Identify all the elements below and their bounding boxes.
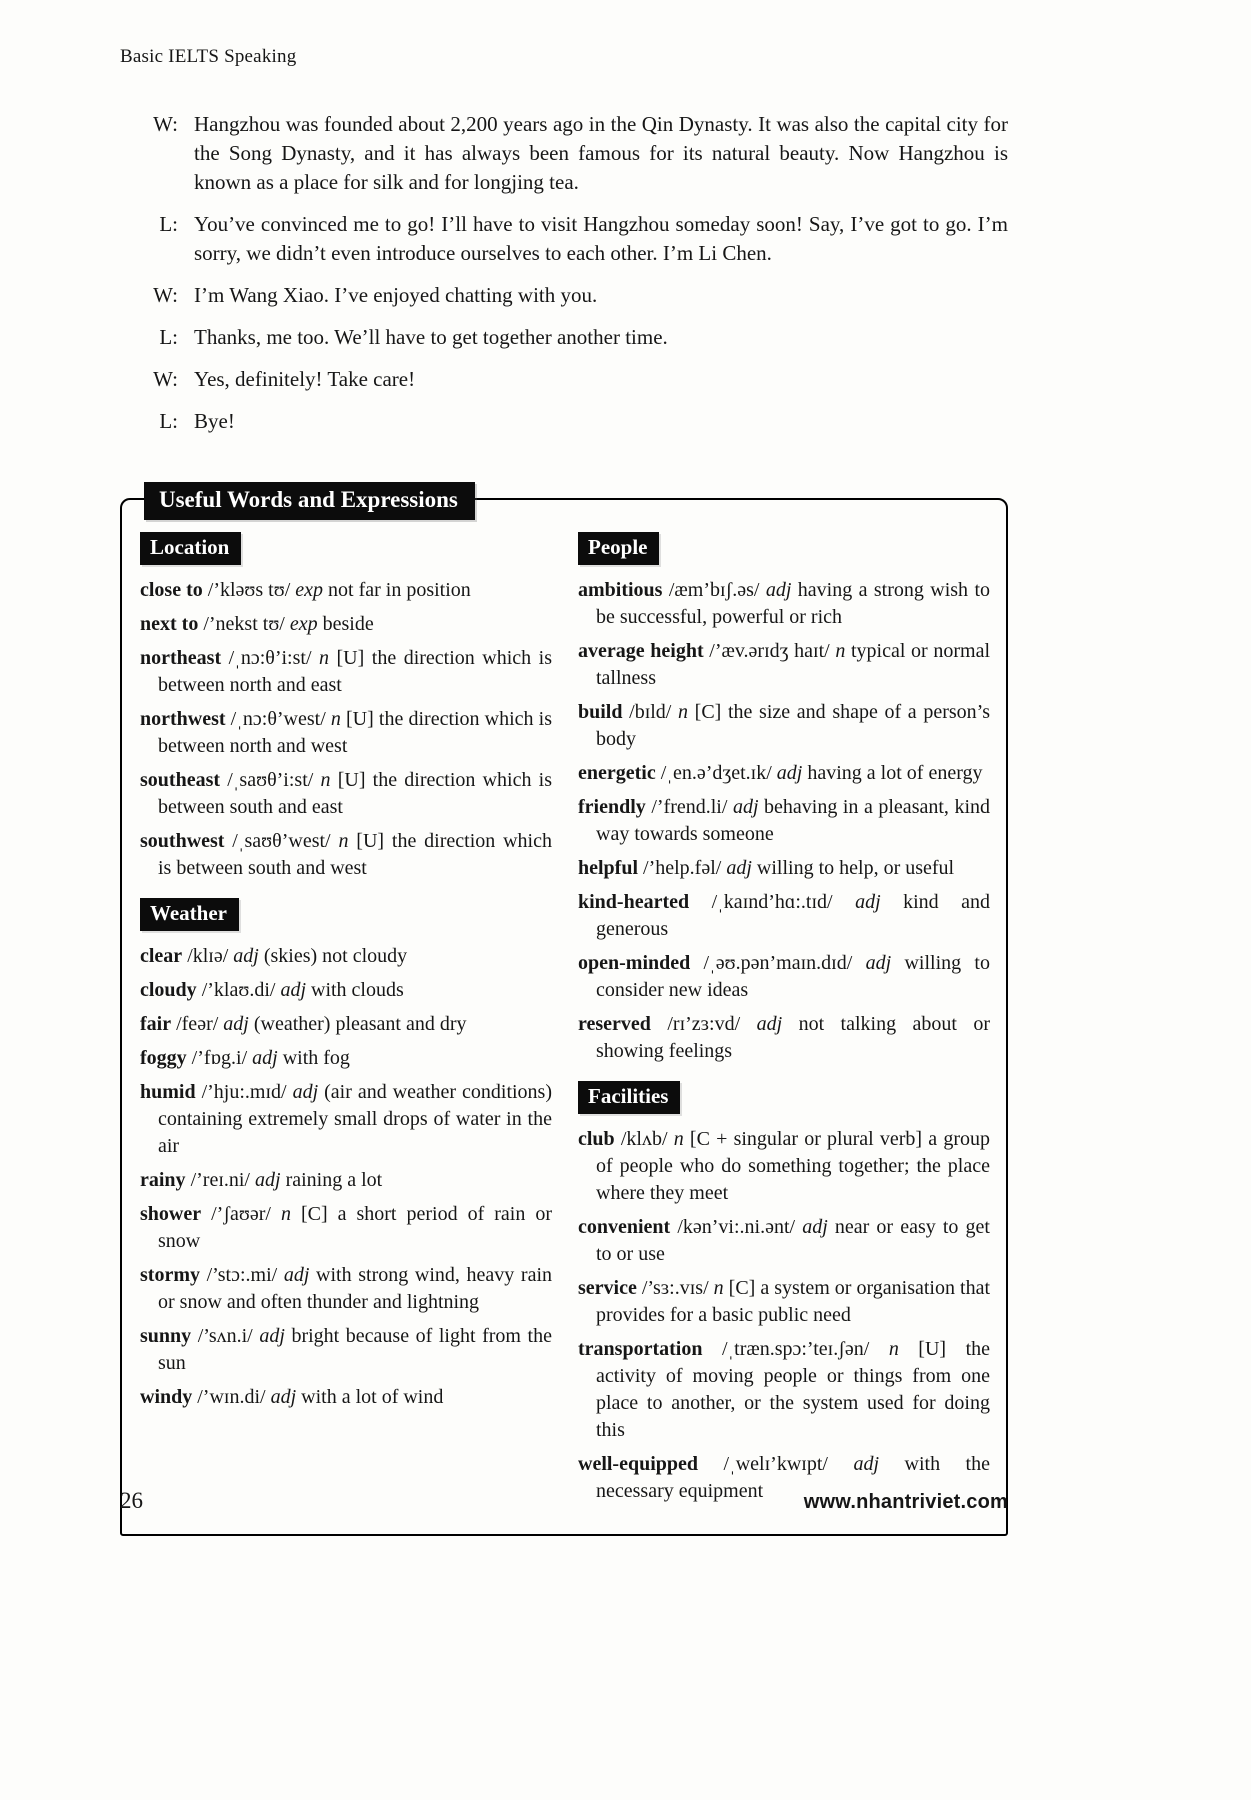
entry-definition: willing to consider new ideas (596, 952, 990, 1002)
entry-pos: n (713, 1277, 724, 1300)
entry-definition: the activity of moving people or things from one place to another, or the system used for doing this (596, 1338, 991, 1442)
dialogue-text: Hangzhou was founded about 2,200 years ago in the Qin Dynasty. It was also the capital city for the Song Dynasty, and it has always been famous for its natural beauty. Now Hangzhou is known as a place for silk and for longjing tea. (194, 112, 1008, 194)
entry-grammar: [C] (290, 1203, 328, 1226)
entry-pronunciation: /kən’vi:.ni.ənt/ (670, 1216, 803, 1239)
speaker-label: W: (153, 367, 178, 391)
entry-definition: having a strong wish to be successful, powerful or rich (596, 579, 991, 629)
entry-grammar: [C] (723, 1277, 756, 1300)
entry-pronunciation: /klʌb/ (614, 1128, 674, 1151)
dialogue-line (120, 110, 1008, 197)
vocab-entry (578, 1275, 990, 1329)
vocab-entry (140, 1011, 552, 1038)
entry-pos: adj (756, 1013, 783, 1036)
vocab-entry (140, 1384, 552, 1411)
dialogue-line (120, 281, 1008, 310)
entry-pronunciation: /’sɜ:.vɪs/ (636, 1277, 714, 1300)
entry-definition: (skies) not cloudy (258, 945, 408, 968)
vocab-entry (578, 1126, 990, 1207)
entry-word: next to (140, 613, 199, 636)
entry-definition: the direction which is between south and east (158, 769, 553, 819)
vocab-entry (140, 1262, 552, 1316)
vocab-entry (140, 767, 552, 821)
dialogue-text: You’ve convinced me to go! I’ll have to visit Hangzhou someday soon! Say, I’ve got to go. I’m sorry, we didn’t even introduce ourselves to each other. I’m Li Chen. (194, 212, 1008, 265)
entry-definition: with strong wind, heavy rain or snow and often thunder and lightning (158, 1264, 552, 1314)
dialogue-line (120, 210, 1008, 268)
entry-pronunciation: /’sʌn.i/ (191, 1325, 260, 1348)
entry-pos: adj (853, 1453, 880, 1476)
entry-word: open-minded (578, 952, 691, 975)
page-content (120, 46, 1008, 1536)
entry-grammar: [U] (329, 647, 365, 670)
entry-pronunciation: /feər/ (171, 1013, 224, 1036)
entry-pos: adj (270, 1386, 297, 1409)
speaker-label: W: (153, 112, 178, 136)
entry-pronunciation: /æm’bɪʃ.əs/ (662, 579, 766, 602)
entry-word: well-equipped (578, 1453, 699, 1476)
entry-word: fair (140, 1013, 172, 1036)
speaker-label: L: (159, 409, 178, 433)
entry-pronunciation: /ˌnɔ:θ’west/ (225, 708, 331, 731)
entry-pos: n (678, 701, 689, 724)
entry-pos: n (320, 769, 331, 792)
entry-definition: willing to help, or useful (751, 857, 955, 880)
vocab-section (140, 898, 552, 1411)
entry-word: club (578, 1128, 615, 1151)
vocab-column-right (578, 530, 990, 1512)
vocab-entry (140, 706, 552, 760)
vocab-entry (578, 889, 990, 943)
entry-pronunciation: /ˌsaʊθ’i:st/ (220, 769, 321, 792)
entry-pronunciation: /’klaʊ.di/ (196, 979, 281, 1002)
entry-list (140, 943, 552, 1411)
entry-pronunciation: /’help.fəl/ (638, 857, 727, 880)
entry-list (578, 577, 990, 1065)
entry-pos: adj (280, 979, 306, 1002)
entry-pronunciation: /’æv.ərɪdʒ haɪt/ (703, 640, 836, 663)
vocab-entry (140, 943, 552, 970)
entry-definition: bright because of light from the sun (158, 1325, 552, 1375)
section-heading: Weather (140, 898, 239, 931)
entry-word: kind-hearted (578, 891, 690, 914)
entry-pronunciation: /ˌnɔ:θ’i:st/ (221, 647, 320, 670)
vocab-entry (578, 950, 990, 1004)
vocab-entry (140, 1045, 552, 1072)
entry-definition: with fog (277, 1047, 350, 1070)
entry-pronunciation: /ˌsaʊθ’west/ (224, 830, 339, 853)
entry-pos: adj (765, 579, 792, 602)
page-number: 26 (120, 1488, 143, 1513)
entry-pos: adj (255, 1169, 281, 1192)
entry-pos: adj (726, 857, 752, 880)
entry-pronunciation: /’nekst tʊ/ (198, 613, 290, 636)
entry-word: transportation (578, 1338, 703, 1361)
entry-word: reserved (578, 1013, 651, 1036)
entry-pos: adj (233, 945, 259, 968)
entry-pos: n (888, 1338, 899, 1361)
section-heading: People (578, 532, 659, 565)
entry-word: service (578, 1277, 637, 1300)
entry-pos: exp (289, 613, 318, 636)
entry-definition: near or easy to get to or use (596, 1216, 990, 1266)
entry-word: foggy (140, 1047, 187, 1070)
entry-pronunciation: /’wɪn.di/ (192, 1386, 271, 1409)
vocab-box (120, 487, 1008, 1536)
vocab-entry (578, 1214, 990, 1268)
entry-definition: (weather) pleasant and dry (248, 1013, 467, 1036)
entry-pronunciation: /’kləʊs tʊ/ (202, 579, 296, 602)
vocab-entry (140, 1079, 552, 1160)
entry-definition: typical or normal tallness (596, 640, 991, 690)
entry-definition: the direction which is between south and west (158, 830, 552, 880)
entry-word: ambitious (578, 579, 663, 602)
entry-word: northeast (140, 647, 222, 670)
section-heading-row (140, 898, 552, 931)
dialogue-text: Bye! (194, 409, 235, 433)
entry-word: windy (140, 1386, 193, 1409)
entry-grammar: [U] (340, 708, 374, 731)
dialogue-text: I’m Wang Xiao. I’ve enjoyed chatting with you. (194, 283, 598, 307)
entry-word: clear (140, 945, 183, 968)
entry-definition: a system or organisation that provides for a basic public need (596, 1277, 990, 1327)
dialogue-text: Thanks, me too. We’ll have to get together another time. (194, 325, 668, 349)
entry-definition: with a lot of wind (296, 1386, 444, 1409)
entry-definition: the direction which is between north and east (158, 647, 553, 697)
entry-pronunciation: /ˌwelɪ’kwɪpt/ (698, 1453, 854, 1476)
entry-definition: with the necessary equipment (596, 1453, 990, 1503)
entry-pronunciation: /’reɪ.ni/ (185, 1169, 255, 1192)
entry-grammar: [U] (330, 769, 366, 792)
website-url: www.nhantriviet.com (803, 1491, 1008, 1513)
speaker-label: W: (153, 283, 178, 307)
vocab-entry (578, 1011, 990, 1065)
vocab-entry (140, 1323, 552, 1377)
vocab-entry (140, 828, 552, 882)
entry-pos: adj (259, 1325, 285, 1348)
section-heading: Location (140, 532, 241, 565)
entry-pos: adj (776, 762, 803, 785)
entry-grammar: [U] (898, 1338, 947, 1361)
speaker-label: L: (159, 212, 178, 236)
entry-word: cloudy (140, 979, 197, 1002)
entry-pos: adj (865, 952, 892, 975)
entry-definition: the direction which is between north and west (158, 708, 553, 758)
vocab-entry (578, 577, 990, 631)
entry-word: helpful (578, 857, 639, 880)
vocab-section (140, 532, 552, 882)
entry-word: southeast (140, 769, 221, 792)
entry-pos: n (338, 830, 349, 853)
entry-word: sunny (140, 1325, 192, 1348)
entry-pronunciation: /’frend.li/ (645, 796, 733, 819)
vocab-title: Useful Words and Expressions (144, 482, 475, 520)
entry-word: friendly (578, 796, 646, 819)
vocab-column-left (140, 530, 552, 1512)
dialogue-line (120, 407, 1008, 436)
entry-definition: the size and shape of a person’s body (596, 701, 990, 751)
entry-definition: beside (317, 613, 374, 636)
vocab-entry (140, 611, 552, 638)
entry-definition: a short period of rain or snow (158, 1203, 552, 1253)
entry-pronunciation: /bɪld/ (622, 701, 679, 724)
entry-definition: having a lot of energy (802, 762, 983, 785)
entry-word: build (578, 701, 623, 724)
entry-pos: n (319, 647, 330, 670)
entry-definition: behaving in a pleasant, kind way towards someone (596, 796, 990, 846)
section-heading-row (578, 532, 990, 565)
entry-pos: adj (855, 891, 881, 914)
vocab-section (578, 1081, 990, 1505)
vocab-entry (140, 1167, 552, 1194)
entry-word: northwest (140, 708, 226, 731)
entry-pronunciation: /ˌen.ə’dʒet.ɪk/ (655, 762, 777, 785)
entry-pos: adj (283, 1264, 310, 1287)
dialogue (120, 110, 1008, 436)
entry-grammar: [U] (348, 830, 385, 853)
section-heading-row (140, 532, 552, 565)
entry-word: average height (578, 640, 704, 663)
entry-definition: raining a lot (280, 1169, 383, 1192)
entry-pos: adj (802, 1216, 828, 1239)
entry-definition: with clouds (306, 979, 404, 1002)
entry-list (578, 1126, 990, 1505)
entry-word: convenient (578, 1216, 671, 1239)
entry-pos: n (835, 640, 846, 663)
entry-pronunciation: /rɪ’zɜ:vd/ (650, 1013, 757, 1036)
entry-word: energetic (578, 762, 656, 785)
vocab-entry (140, 577, 552, 604)
vocab-entry (140, 645, 552, 699)
entry-pos: n (330, 708, 341, 731)
dialogue-text: Yes, definitely! Take care! (194, 367, 416, 391)
entry-word: southwest (140, 830, 225, 853)
entry-definition: not talking about or showing feelings (596, 1013, 990, 1063)
entry-pronunciation: /’ʃaʊər/ (201, 1203, 281, 1226)
entry-word: close to (140, 579, 203, 602)
vocab-entry (140, 977, 552, 1004)
dialogue-line (120, 323, 1008, 352)
page-footer (120, 1488, 1008, 1514)
entry-pos: n (673, 1128, 684, 1151)
entry-word: humid (140, 1081, 196, 1104)
entry-word: shower (140, 1203, 202, 1226)
entry-pos: adj (732, 796, 759, 819)
vocab-columns (140, 530, 990, 1512)
section-heading: Facilities (578, 1081, 680, 1114)
entry-pronunciation: /ˌtræn.spɔ:’teɪ.ʃən/ (702, 1338, 889, 1361)
entry-word: stormy (140, 1264, 200, 1287)
entry-pronunciation: /’fɒg.i/ (186, 1047, 253, 1070)
entry-word: rainy (140, 1169, 186, 1192)
entry-pronunciation: /ˌkaɪnd’hɑ:.tɪd/ (689, 891, 856, 914)
entry-pos: adj (252, 1047, 278, 1070)
vocab-entry (578, 794, 990, 848)
entry-pos: adj (223, 1013, 249, 1036)
vocab-section (578, 532, 990, 1065)
vocab-entry (578, 699, 990, 753)
vocab-entry (578, 855, 990, 882)
vocab-entry (578, 638, 990, 692)
entry-pos: adj (292, 1081, 319, 1104)
entry-pronunciation: /’hju:.mɪd/ (195, 1081, 293, 1104)
entry-pronunciation: /klɪə/ (182, 945, 234, 968)
entry-grammar: [C + singular or plural verb] (683, 1128, 923, 1151)
vocab-entry (140, 1201, 552, 1255)
entry-grammar: [C] (688, 701, 722, 724)
entry-pronunciation: /’stɔ:.mi/ (199, 1264, 284, 1287)
section-heading-row (578, 1081, 990, 1114)
entry-list (140, 577, 552, 882)
entry-pos: exp (295, 579, 324, 602)
vocab-entry (578, 760, 990, 787)
vocab-entry (578, 1336, 990, 1444)
entry-definition: kind and generous (596, 891, 990, 941)
entry-definition: not far in position (323, 579, 471, 602)
dialogue-line (120, 365, 1008, 394)
speaker-label: L: (159, 325, 178, 349)
entry-pronunciation: /ˌəʊ.pən’maɪn.dɪd/ (690, 952, 866, 975)
page-header: Basic IELTS Speaking (120, 46, 297, 67)
entry-pos: n (280, 1203, 291, 1226)
entry-definition: (air and weather conditions) containing extremely small drops of water in the air (158, 1081, 553, 1158)
entry-definition: a group of people who do something together; the place where they meet (596, 1128, 990, 1205)
